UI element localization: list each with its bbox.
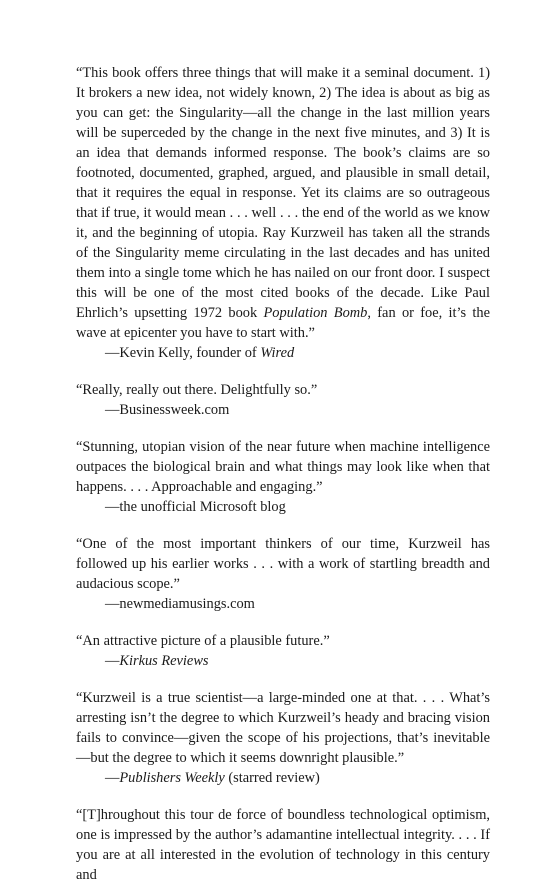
blurb-newmediamusings (76, 534, 490, 614)
blurb-attribution: —Publishers Weekly (starred review) (105, 770, 320, 786)
publication-name: Kirkus Reviews (119, 653, 209, 669)
blurb-quote: “This book offers three things that will make it a seminal document. 1) It brokers a new idea, not widely known, 2) The idea is about as big as you can get: the Singularity—all the change in the last million years will be superceded by the change in the next five minutes, and 3) It is an idea that demands informed response. The book’s claims are so footnoted, documented, graphed, argued, and plausible in small detail, that it requires the equal in response. Yet its claims are so outrageous that if true, it would mean . . . well . . . the end of the world as we know it, and the beginning of utopia. Ray Kurzweil has taken all the strands of the Singularity meme circulating in the last decades and has united them into a single tome which he has nailed on our front door. I suspect this will be one of the most cited books of the decade. Like Paul Ehrlich’s upsetting 1972 book Population Bomb, fan or foe, it’s the wave at epicenter you have to start with.” (76, 65, 490, 341)
blurb-attribution: —newmediamusings.com (105, 596, 255, 612)
blurb-publishers-weekly (76, 688, 490, 788)
blurb-quote: “Stunning, utopian vision of the near future when machine intelligence outpaces the biological brain and what things may look like when that happens. . . . Approachable and engaging.” (76, 439, 490, 495)
blurb-attribution: —Kevin Kelly, founder of Wired (105, 345, 295, 361)
blurb-microsoft-blog (76, 437, 490, 517)
blurb-attribution: —Businessweek.com (105, 402, 230, 418)
blurb-quote: “An attractive picture of a plausible future.” (76, 633, 330, 649)
publication-name: Wired (260, 345, 295, 361)
blurb-attribution: —Kirkus Reviews (105, 653, 209, 669)
book-title-italic: Population Bomb (263, 305, 368, 321)
blurb-kirkus (76, 631, 490, 671)
blurb-kevin-kelly (76, 63, 490, 363)
blurb-quote: “Really, really out there. Delightfully so.” (76, 382, 318, 398)
blurb-quote: “[T]hroughout this tour de force of boundless technological optimism, one is impressed by the author’s adamantine intellectual integrity. . . . If you are at all interested in the evolution of technology in this century and (76, 807, 490, 883)
blurb-attribution: —the unofficial Microsoft blog (105, 499, 286, 515)
blurb-quote: “Kurzweil is a true scientist—a large-minded one at that. . . . What’s arresting isn’t the degree to which Kurzweil’s heady and bracing vision fails to convince—given the scope of his projections, that’s inevitable—but the degree to which it seems downright plausible.” (76, 690, 490, 766)
blurb-quote: “One of the most important thinkers of our time, Kurzweil has followed up his earlier works . . . with a work of startling breadth and audacious scope.” (76, 536, 490, 592)
blurb-businessweek (76, 380, 490, 420)
blurb-continued (76, 805, 490, 885)
publication-name: Publishers Weekly (119, 770, 225, 786)
